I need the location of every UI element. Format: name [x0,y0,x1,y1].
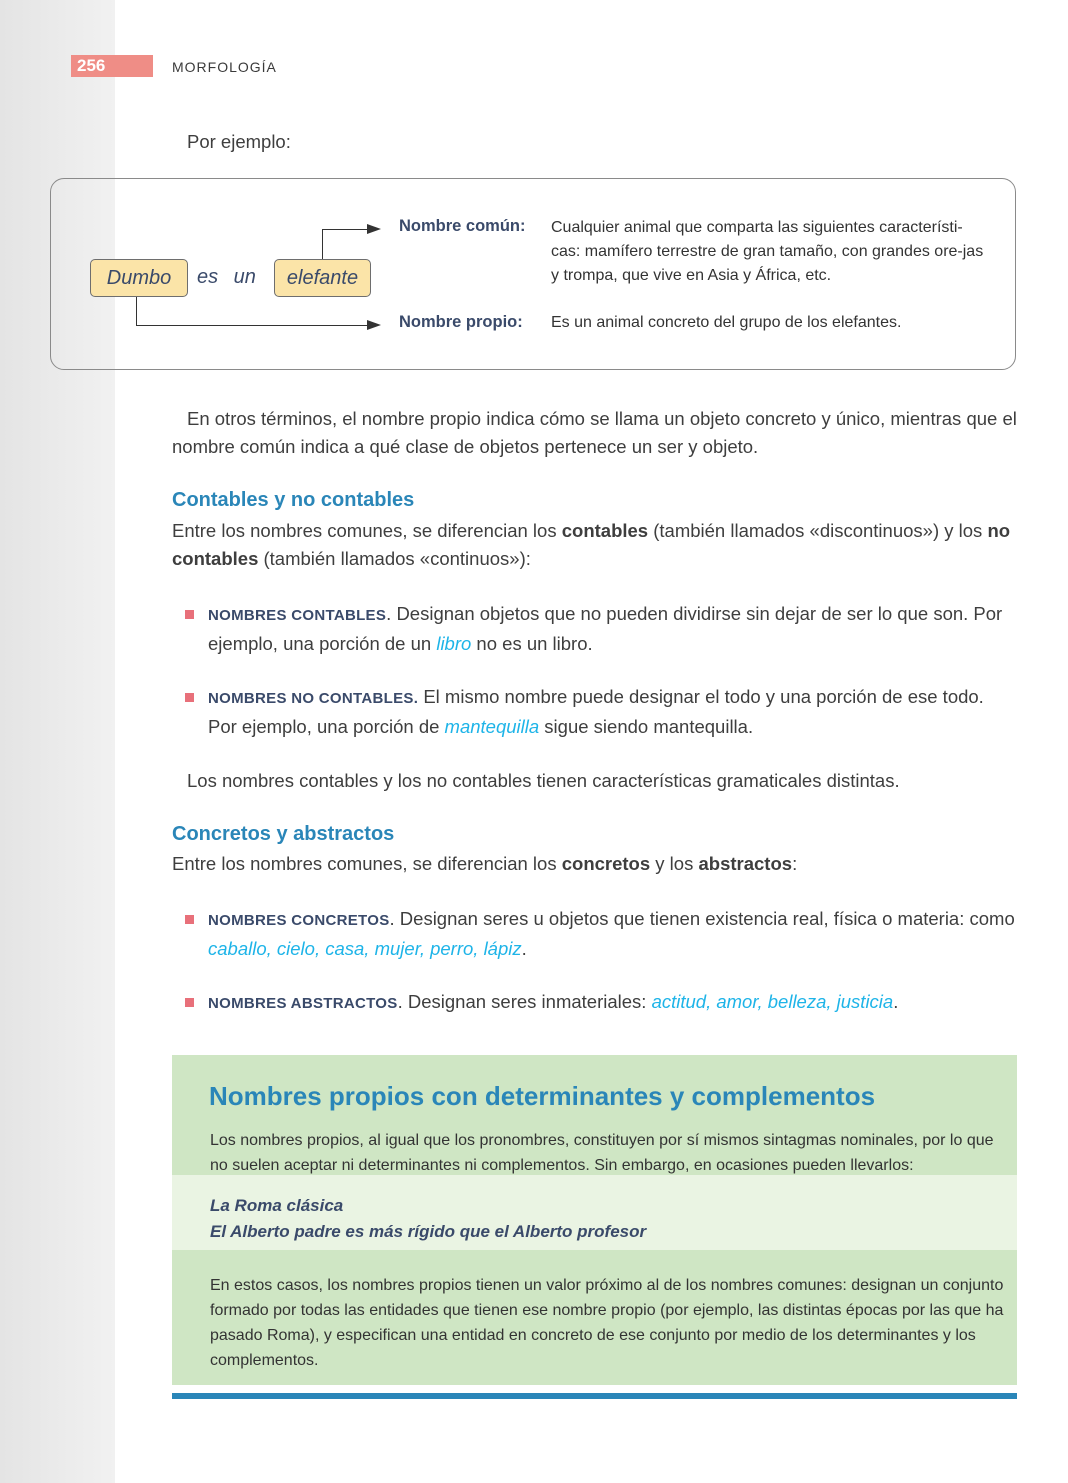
box-text: Los nombres propios, al igual que los pronombres, constituyen por sí mismos sintagmas nominales, por lo que no suelen aceptar ni determinantes ni complementos. Sin embargo, en ocasiones pueden llevarlos: [210,1132,994,1174]
box-bottom-bar [172,1393,1017,1399]
word-dumbo: Dumbo [90,259,188,297]
word-elefante: elefante [274,259,371,297]
arrow-line [136,325,370,326]
list-item: NOMBRES NO CONTABLES. El mismo nombre puede designar el todo y una porción de ese todo. Por ejemplo, una porción de mantequilla sigue siendo mantequilla. [189,683,1016,741]
page-number: 256 [71,55,153,77]
bullet-square-icon [185,693,194,702]
bullet-square-icon [185,998,194,1007]
section-title: MORFOLOGÍA [172,59,277,75]
proper-noun-label: Nombre propio: [399,313,523,331]
box-title: Nombres propios con determinantes y complementos [209,1081,876,1111]
common-noun-label: Nombre común: [399,217,526,235]
section-heading: Concretos y abstractos [172,823,395,845]
proper-noun-definition: Es un animal concreto del grupo de los elefantes. [551,314,902,331]
section-intro: Entre los nombres comunes, se diferencian los contables (también llamados «discontinuos») y los no contables (también llamados «continuos»): [172,520,1011,569]
section-heading: Contables y no contables [172,489,415,511]
arrow-line [322,229,370,230]
arrow-head-icon [367,320,381,330]
paragraph: En otros términos, el nombre propio indica cómo se llama un objeto concreto y único, mientras que el nombre común indica a qué clase de objetos pertenece un ser y objeto. [172,408,1017,457]
bullet-square-icon [185,915,194,924]
arrow-head-icon [367,224,381,234]
example-diagram [50,178,1016,370]
list-item: NOMBRES CONCRETOS. Designan seres u objetos que tienen existencia real, física o materia: como caballo, cielo, casa, mujer, perro, lápiz. [189,905,1016,963]
arrow-line [136,297,137,325]
bullet-square-icon [185,610,194,619]
list-item: NOMBRES CONTABLES. Designan objetos que no pueden dividirse sin dejar de ser lo que son. Por ejemplo, una porción de un libro no es un libro. [189,600,1016,658]
box-example: La Roma clásica [210,1196,344,1215]
paragraph: Los nombres contables y los no contables tienen características gramaticales distintas. [187,770,900,791]
connector-text: es un [197,266,256,288]
list-item: NOMBRES ABSTRACTOS. Designan seres inmateriales: actitud, amor, belleza, justicia. [189,988,1016,1018]
info-box [172,1055,1017,1393]
box-text: En estos casos, los nombres propios tienen un valor próximo al de los nombres comunes: designan un conjunto formado por todas las entidades que tienen ese nombre propio (por ejemplo, las distintas épocas por las que ha pasado Roma), y especifican una entidad en concreto de ese conjunto por medio de los determinantes y los complementos. [210,1277,1004,1369]
section-intro: Entre los nombres comunes, se diferencian los concretos y los abstractos: [172,853,798,874]
arrow-line [322,229,323,259]
common-noun-definition: Cualquier animal que comparta las siguientes característi-cas: mamífero terrestre de gran tamaño, con grandes ore-jas y trompa, que vive en Asia y África, etc. [551,219,984,284]
intro-text: Por ejemplo: [187,131,291,152]
box-example: El Alberto padre es más rígido que el Alberto profesor [210,1222,647,1241]
